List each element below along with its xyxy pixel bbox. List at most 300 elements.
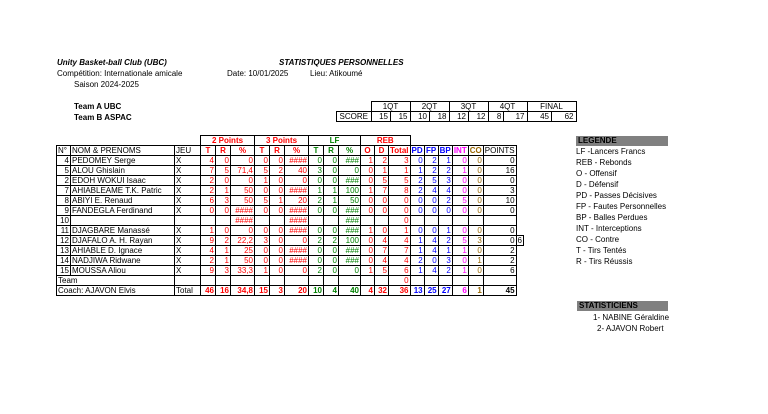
stat-cell: 0 [361, 166, 375, 176]
stat-cell: 0 [324, 166, 339, 176]
competition: Compétition: Internationale amicale [57, 69, 183, 78]
stat-cell: 0 [255, 246, 270, 256]
stat-cell: 1 [410, 166, 424, 176]
stat-cell: X [175, 186, 201, 196]
stat-cell: NADJIWA Ridwane [71, 256, 175, 266]
player-row [57, 256, 524, 266]
stat-cell: 0 [452, 156, 468, 166]
stat-cell: #### [285, 216, 309, 226]
stat-cell [270, 216, 285, 226]
statistician-name: 1- NABINE Géraldine [593, 313, 670, 322]
coach-name: Coach: AJAVON Elvis [57, 286, 175, 296]
total-cell: 27 [438, 286, 452, 296]
stat-cell [231, 276, 255, 286]
stat-cell: 0 [270, 246, 285, 256]
stat-cell: 2 [309, 196, 324, 206]
stat-cell: 6 [201, 196, 216, 206]
stat-cell: 3 [483, 186, 516, 196]
stat-cell: 1 [410, 236, 424, 246]
stat-cell: 4 [424, 236, 438, 246]
stat-cell: 7 [375, 246, 389, 256]
stat-cell [410, 276, 424, 286]
stat-cell [71, 216, 175, 226]
stat-cell [483, 276, 516, 286]
stat-cell: 1 [255, 176, 270, 186]
team-reb-total: 0 [389, 276, 411, 286]
stat-cell: 4 [57, 156, 71, 166]
player-row [57, 206, 524, 216]
stat-cell: 1 [309, 186, 324, 196]
stat-cell: 0 [231, 156, 255, 166]
stat-cell: 0 [410, 196, 424, 206]
stat-cell: 1 [270, 196, 285, 206]
stat-cell: 7 [389, 246, 411, 256]
stat-cell: X [175, 206, 201, 216]
stat-cell: 0 [452, 226, 468, 236]
column-header: R [270, 146, 285, 156]
quarter-1-header: 1QT [371, 102, 410, 112]
stat-cell: 0 [483, 176, 516, 186]
stat-cell: 1 [216, 186, 231, 196]
stat-cell: 3 [216, 266, 231, 276]
stat-cell: 0 [324, 226, 339, 236]
column-header: FP [426, 146, 437, 155]
stat-cell: 0 [483, 206, 516, 216]
quarter-4-header: 4QT [488, 102, 527, 112]
total-cell: 40 [339, 286, 361, 296]
stat-cell [201, 216, 216, 226]
column-header: NOM & PRENOMS [71, 146, 175, 156]
stat-cell: 5 [389, 176, 411, 186]
stat-cell: 0 [452, 186, 468, 196]
stat-cell: 0 [389, 206, 411, 216]
stat-cell: 5 [255, 166, 270, 176]
stat-cell: 2 [201, 186, 216, 196]
total-cell: 46 [201, 286, 216, 296]
stat-cell: 0 [361, 176, 375, 186]
blank-cell [424, 136, 438, 146]
stat-cell: 1 [389, 226, 411, 236]
score-value: 12 [469, 112, 489, 122]
team-b: Team B ASPAC [74, 113, 132, 122]
column-header: O [361, 146, 375, 156]
stat-cell: 1 [361, 156, 375, 166]
stat-cell: 0 [468, 246, 483, 256]
stat-cell: 1 [324, 186, 339, 196]
score-value: 62 [552, 112, 577, 122]
stat-cell: 0 [375, 196, 389, 206]
stat-cell: 2 [438, 266, 452, 276]
stat-cell: 1 [375, 166, 389, 176]
blank-cell [468, 136, 483, 146]
group-lf: LF [309, 136, 361, 146]
stat-cell: 0 [324, 266, 339, 276]
legend-item: O - Offensif [576, 169, 617, 178]
stat-cell: ALOU Ghislain [71, 166, 175, 176]
stat-cell: 0 [255, 206, 270, 216]
stat-cell: 4 [424, 246, 438, 256]
stat-cell: 4 [201, 246, 216, 256]
statistician-name: 2- AJAVON Robert [597, 324, 664, 333]
score-value: 12 [449, 112, 469, 122]
stat-cell: 25 [231, 246, 255, 256]
column-header: D [375, 146, 389, 156]
stat-cell: 2 [270, 166, 285, 176]
stat-cell: 5 [57, 166, 71, 176]
stat-cell: 0 [285, 236, 309, 246]
stat-cell: ### [339, 156, 361, 166]
stat-cell: 0 [309, 206, 324, 216]
stat-cell: 1 [216, 246, 231, 256]
stat-cell: 2 [201, 256, 216, 266]
stat-cell: 2 [309, 266, 324, 276]
quarter-2-header: 2QT [410, 102, 449, 112]
stat-cell: 4 [389, 236, 411, 246]
stat-cell: 0 [309, 156, 324, 166]
stat-cell: ### [339, 246, 361, 256]
player-row [57, 226, 524, 236]
stat-cell: 3 [438, 256, 452, 266]
stat-cell: 3 [389, 156, 411, 166]
stat-cell: 0 [468, 156, 483, 166]
stat-cell: 50 [231, 196, 255, 206]
legend-item: R - Tirs Réussis [576, 257, 633, 266]
stat-cell: 0 [270, 176, 285, 186]
legend-item: INT - Interceptions [576, 224, 642, 233]
stat-cell: 1 [324, 196, 339, 206]
stat-cell: 0 [339, 166, 361, 176]
stat-cell: 2 [438, 166, 452, 176]
stat-cell [438, 216, 452, 226]
quarter-3-header: 3QT [449, 102, 488, 112]
stat-cell: 1 [216, 256, 231, 266]
score-value: 45 [527, 112, 552, 122]
stat-cell: 3 [255, 236, 270, 246]
stat-cell: 4 [375, 236, 389, 246]
column-header: POINTS [484, 146, 515, 155]
stat-cell: 15 [57, 266, 71, 276]
stat-cell: 3 [468, 236, 483, 246]
statisticians-title: STATISTICIENS [577, 301, 668, 311]
stat-cell: EDOH WOKUI Isaac [71, 176, 175, 186]
stat-cell: DJAFALO A. H. Rayan [71, 236, 175, 246]
stats-table [56, 135, 524, 296]
player-row [57, 246, 524, 256]
blank-cell [483, 136, 516, 146]
stat-cell: 0 [361, 256, 375, 266]
stat-cell: #### [285, 246, 309, 256]
stat-cell: 6 [483, 266, 516, 276]
stat-cell: 2 [483, 256, 516, 266]
stat-cell: 1 [452, 166, 468, 176]
stat-cell: 2 [438, 236, 452, 246]
stat-cell: 9 [201, 266, 216, 276]
stat-cell [452, 276, 468, 286]
stat-cell [270, 276, 285, 286]
stat-cell: 0 [361, 246, 375, 256]
stat-cell: 4 [389, 256, 411, 266]
stat-cell: 5 [216, 166, 231, 176]
stat-cell: 0 [483, 226, 516, 236]
blank-cell [57, 136, 71, 146]
stat-cell: ### [339, 206, 361, 216]
stat-cell: 11 [57, 226, 71, 236]
stat-cell: 50 [231, 186, 255, 196]
stat-cell: ### [339, 176, 361, 186]
total-cell: 13 [410, 286, 424, 296]
stat-cell: 2 [424, 166, 438, 176]
stat-cell [361, 276, 375, 286]
blank-cell [410, 136, 424, 146]
stat-cell: 0 [361, 196, 375, 206]
stat-cell: 0 [270, 256, 285, 266]
column-header: BP [439, 146, 451, 155]
stat-cell [452, 216, 468, 226]
column-header: N° [57, 146, 71, 156]
total-cell: 3 [270, 286, 285, 296]
score-value: 15 [371, 112, 391, 122]
stat-cell: 0 [324, 176, 339, 186]
stat-cell: 0 [468, 166, 483, 176]
stat-cell: 4 [375, 256, 389, 266]
team-a: Team A UBC [74, 102, 122, 111]
stat-cell: 0 [361, 236, 375, 246]
stat-cell: 9 [57, 206, 71, 216]
stat-cell: 4 [201, 156, 216, 166]
score-value: 18 [430, 112, 450, 122]
stat-cell: 0 [309, 226, 324, 236]
column-header: R [216, 146, 231, 156]
total-cell: 15 [255, 286, 270, 296]
stat-cell: X [175, 246, 201, 256]
score-value: 10 [410, 112, 430, 122]
stat-cell: 2 [201, 176, 216, 186]
stat-cell: 0 [216, 226, 231, 236]
total-label: Total [175, 286, 201, 296]
stat-cell: X [175, 156, 201, 166]
stat-cell [324, 276, 339, 286]
stat-cell [339, 276, 361, 286]
stat-cell: 0 [255, 256, 270, 266]
club-name: Unity Basket-ball Club (UBC) [57, 58, 167, 67]
stat-cell: 71,4 [231, 166, 255, 176]
column-header: T [255, 146, 270, 156]
stat-cell: 0 [309, 246, 324, 256]
stat-cell [361, 216, 375, 226]
legend-item: PD - Passes Décisives [576, 191, 657, 200]
stat-cell: 0 [452, 206, 468, 216]
stat-cell: 1 [389, 166, 411, 176]
stat-cell: #### [285, 256, 309, 266]
stat-cell [483, 216, 516, 226]
stat-cell: 5 [424, 176, 438, 186]
stat-cell: 0 [375, 206, 389, 216]
stat-cell: 0 [231, 226, 255, 236]
legend-item: REB - Rebonds [576, 158, 632, 167]
score-value: 8 [488, 112, 504, 122]
total-cell: 45 [483, 286, 516, 296]
stat-cell: 2 [410, 256, 424, 266]
stat-cell: 1 [452, 246, 468, 256]
stat-cell: 0 [324, 156, 339, 166]
stat-cell [175, 276, 201, 286]
stat-cell [309, 276, 324, 286]
stat-cell: 0 [410, 156, 424, 166]
stat-cell: #### [231, 216, 255, 226]
stat-cell: DJAGBARE Manassé [71, 226, 175, 236]
score-values-row [337, 112, 577, 122]
column-header: T [201, 146, 216, 156]
column-header: INT [453, 146, 467, 155]
total-cell: 32 [375, 286, 389, 296]
stat-cell: 1 [438, 156, 452, 166]
stat-cell: AHIABLE D. Ignace [71, 246, 175, 256]
total-cell: 34,8 [231, 286, 255, 296]
stat-cell: 3 [309, 166, 324, 176]
stat-cell: 33,3 [231, 266, 255, 276]
column-header: % [339, 146, 361, 156]
stat-cell: 0 [216, 176, 231, 186]
stat-cell: 20 [285, 196, 309, 206]
group-2-points: 2 Points [201, 136, 255, 146]
stat-cell: AHIABLEAME T.K. Patric [71, 186, 175, 196]
stats-body [57, 136, 524, 296]
score-value: 17 [504, 112, 527, 122]
stat-cell [468, 216, 483, 226]
stat-cell: 1 [452, 266, 468, 276]
stat-cell: X [175, 226, 201, 236]
player-row [57, 196, 524, 206]
stat-cell: 0 [285, 266, 309, 276]
stat-cell: 22,2 [231, 236, 255, 246]
stat-cell: 1 [255, 266, 270, 276]
stat-cell: 0 [270, 266, 285, 276]
stat-cell [255, 276, 270, 286]
stat-cell: 4 [424, 266, 438, 276]
column-header: R [324, 146, 339, 156]
stat-cell: 0 [324, 206, 339, 216]
stat-cell: 1 [438, 226, 452, 236]
stat-cell: 0 [452, 256, 468, 266]
stat-cell: 100 [339, 236, 361, 246]
stat-cell: X [175, 166, 201, 176]
stat-cell: 5 [375, 176, 389, 186]
stat-cell: 0 [231, 176, 255, 186]
stat-cell [424, 276, 438, 286]
stat-cell: 7 [57, 186, 71, 196]
legend-item: FP - Fautes Personnelles [576, 202, 667, 211]
stat-cell [438, 276, 452, 286]
stat-cell: 0 [483, 236, 516, 246]
stat-cell: 7 [201, 166, 216, 176]
stat-cell: 0 [389, 196, 411, 206]
stat-cell: 2 [57, 176, 71, 186]
stat-cell: 7 [375, 186, 389, 196]
total-cell: 4 [361, 286, 375, 296]
blank-cell [71, 136, 175, 146]
stat-cell: 12 [57, 236, 71, 246]
season: Saison 2024-2025 [74, 80, 139, 89]
stat-cell: 0 [285, 176, 309, 186]
total-cell: 6 [452, 286, 468, 296]
stat-cell: 5 [452, 196, 468, 206]
column-header: % [231, 146, 255, 156]
stat-cell: 2 [483, 246, 516, 256]
stat-cell: #### [285, 226, 309, 236]
stat-cell: 8 [389, 186, 411, 196]
total-cell: 10 [309, 286, 324, 296]
stat-cell: 0 [270, 186, 285, 196]
player-row [57, 166, 524, 176]
totals-row [57, 286, 524, 296]
stat-cell: 0 [424, 206, 438, 216]
stat-cell: X [175, 256, 201, 266]
team-label: Team [57, 276, 175, 286]
stat-cell: FANDEGLA Ferdinand [71, 206, 175, 216]
legend-item: BP - Balles Perdues [576, 213, 648, 222]
stat-cell [424, 216, 438, 226]
player-row [57, 216, 524, 226]
stat-cell: 6 [389, 266, 411, 276]
stat-cell: ABIYI E. Renaud [71, 196, 175, 206]
stat-cell: 2 [438, 196, 452, 206]
group-header-row [57, 136, 524, 146]
stat-cell: 0 [452, 176, 468, 186]
stat-cell: 0 [270, 226, 285, 236]
stat-cell [309, 216, 324, 226]
stat-cell [324, 216, 339, 226]
stat-cell: 3 [216, 196, 231, 206]
stat-cell: 5 [375, 266, 389, 276]
stat-cell: PEDOMEY Serge [71, 156, 175, 166]
stat-cell: 2 [410, 186, 424, 196]
stat-cell: 50 [339, 196, 361, 206]
report-title: STATISTIQUES PERSONNELLES [279, 58, 404, 67]
stat-cell: 2 [424, 156, 438, 166]
stat-cell: 50 [231, 256, 255, 266]
team-row [57, 276, 524, 286]
stat-cell [175, 216, 201, 226]
legend-item: LF -Lancers Francs [576, 147, 646, 156]
stat-cell: 0 [201, 206, 216, 216]
stat-cell: 1 [361, 186, 375, 196]
stat-cell: 14 [57, 256, 71, 266]
stat-cell: 4 [438, 186, 452, 196]
stat-cell: 0 [216, 156, 231, 166]
stat-cell: 0 [255, 186, 270, 196]
final-header: FINAL [527, 102, 576, 112]
stat-cell: 0 [410, 206, 424, 216]
stat-cell: 0 [483, 156, 516, 166]
match-place: Lieu: Atikoumé [310, 69, 363, 78]
stat-cell: #### [285, 206, 309, 216]
stat-cell: 0 [424, 196, 438, 206]
player-row [57, 186, 524, 196]
total-cell: 16 [216, 286, 231, 296]
stat-cell [468, 276, 483, 286]
stat-cell: ### [339, 256, 361, 266]
blank-cell [175, 136, 201, 146]
stat-cell: 2 [309, 236, 324, 246]
stat-cell: 0 [309, 256, 324, 266]
stat-cell: 100 [339, 186, 361, 196]
stat-cell: 0 [270, 156, 285, 166]
match-date: Date: 10/01/2025 [227, 69, 289, 78]
stat-cell: 10 [483, 196, 516, 206]
stat-cell: 0 [468, 176, 483, 186]
score-corner [337, 102, 372, 112]
score-label: SCORE [337, 112, 372, 122]
